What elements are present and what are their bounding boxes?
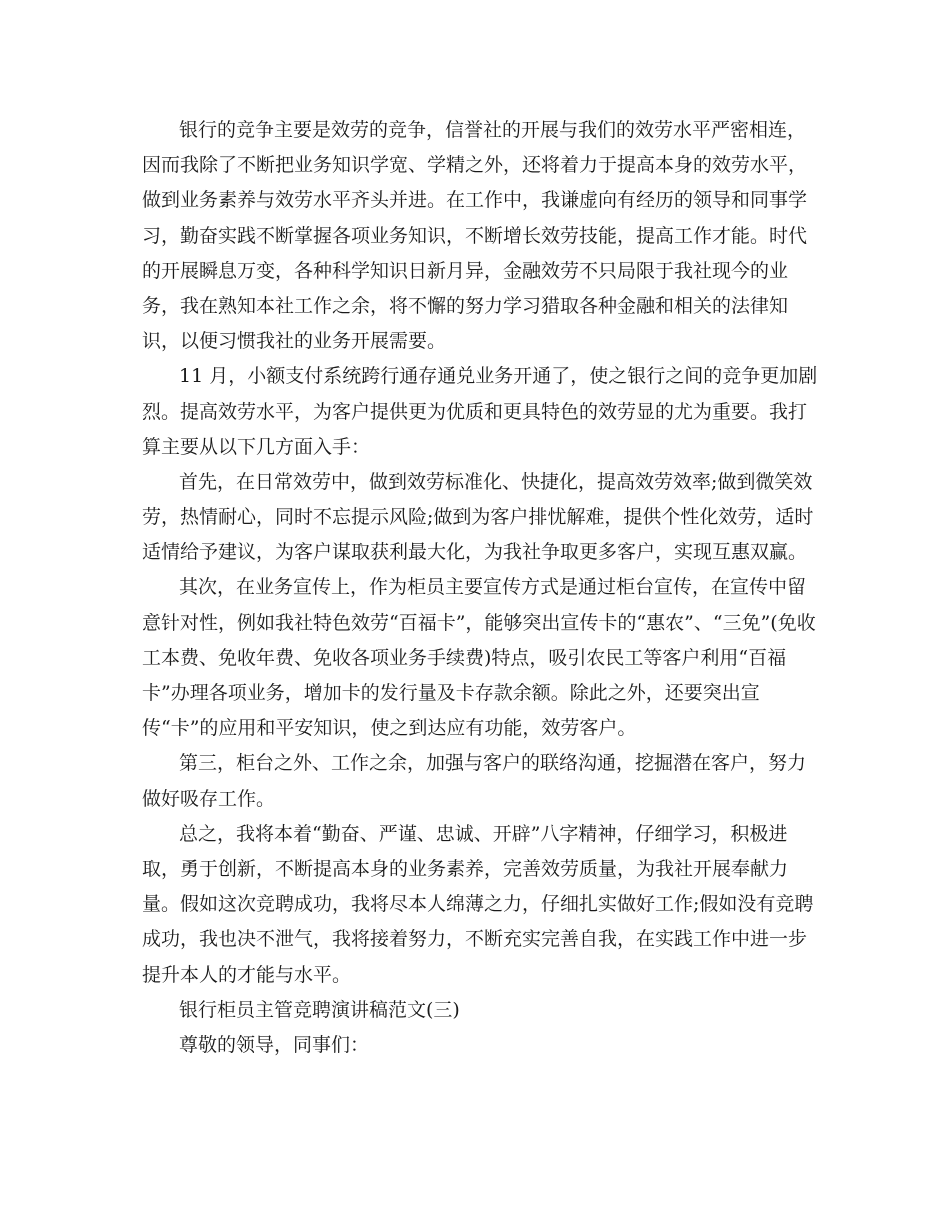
paragraph-line: 取，勇于创新，不断提高本身的业务素养，完善效劳质量，为我社开展奉献力 (142, 857, 789, 880)
paragraph-line: 银行的竞争主要是效劳的竞争，信誉社的开展与我们的效劳水平严密相连， (179, 119, 807, 141)
salutation-line: 尊敬的领导，同事们： (179, 1033, 370, 1056)
salutation (142, 1028, 807, 1063)
paragraph-line: 适情给予建议，为客户谋取获利最大化，为我社争取更多客户，实现互惠双赢。 (142, 541, 808, 564)
paragraph-line: 传“卡”的应用和平安知识，使之到达应有功能，效劳客户。 (142, 717, 637, 740)
paragraph-line: 烈。提高效劳水平，为客户提供更为优质和更具特色的效劳显的尤为重要。我打 (142, 400, 808, 423)
paragraph-1 (142, 113, 807, 359)
paragraph-6 (142, 817, 814, 993)
paragraph-line: 的开展瞬息万变，各种科学知识日新月异，金融效劳不只局限于我社现今的业 (142, 259, 789, 282)
paragraph-line: 劳，热情耐心，同时不忘提示风险;做到为客户排忧解难，提供个性化效劳，适时 (142, 506, 814, 529)
paragraph-line: 习，勤奋实践不断掌握各项业务知识，不断增长效劳技能，提高工作才能。时代 (142, 224, 808, 247)
paragraph-line: 务，我在熟知本社工作之余，将不懈的努力学习猎取各种金融和相关的法律知 (142, 294, 789, 317)
paragraph-line: 量。假如这次竞聘成功，我将尽本人绵薄之力，仔细扎实做好工作;假如没有竞聘 (142, 893, 814, 916)
paragraph-line: 做好吸存工作。 (142, 787, 276, 810)
paragraph-5 (142, 746, 807, 816)
paragraph-line: 提升本人的才能与水平。 (142, 963, 352, 986)
paragraph-line: 第三，柜台之外、工作之余，加强与客户的联络沟通，挖掘潜在客户，努力 (179, 752, 807, 775)
paragraph-line: 算主要从以下几方面入手： (142, 435, 371, 458)
paragraph-4 (142, 570, 816, 746)
paragraph-line: 总之，我将本着“勤奋、严谨、忠诚、开辟”八字精神，仔细学习，积极进 (179, 822, 788, 845)
paragraph-line: 卡”办理各项业务，增加卡的发行量及卡存款余额。除此之外，还要突出宣 (142, 682, 760, 704)
paragraph-line: 做到业务素养与效劳水平齐头并进。在工作中，我谦虚向有经历的领导和同事学 (142, 189, 808, 212)
section-heading (142, 993, 807, 1028)
document-body (142, 113, 818, 1063)
paragraph-3 (142, 465, 814, 571)
paragraph-line: 成功，我也决不泄气，我将接着努力，不断充实完善自我，在实践工作中进一步 (142, 928, 808, 951)
paragraph-line: 首先，在日常效劳中，做到效劳标准化、快捷化，提高效劳效率;做到微笑效 (179, 470, 813, 493)
paragraph-line: 因而我除了不断把业务知识学宽、学精之外，还将着力于提高本身的效劳水平， (142, 154, 808, 177)
paragraph-line: 识，以便习惯我社的业务开展需要。 (142, 330, 447, 353)
paragraph-line: 意针对性，例如我社特色效劳“百福卡”，能够突出宣传卡的“惠农”、“三免”(免收 (142, 611, 816, 634)
paragraph-2 (142, 359, 818, 465)
paragraph-line: 工本费、免收年费、免收各项业务手续费)特点，吸引农民工等客户利用“百福 (142, 646, 787, 669)
heading-line: 银行柜员主管竞聘演讲稿范文(三) (179, 998, 460, 1021)
paragraph-line: 11 月，小额支付系统跨行通存通兑业务开通了，使之银行之间的竞争更加剧 (179, 365, 818, 388)
paragraph-line: 其次，在业务宣传上，作为柜员主要宣传方式是通过柜台宣传，在宣传中留 (179, 576, 807, 599)
